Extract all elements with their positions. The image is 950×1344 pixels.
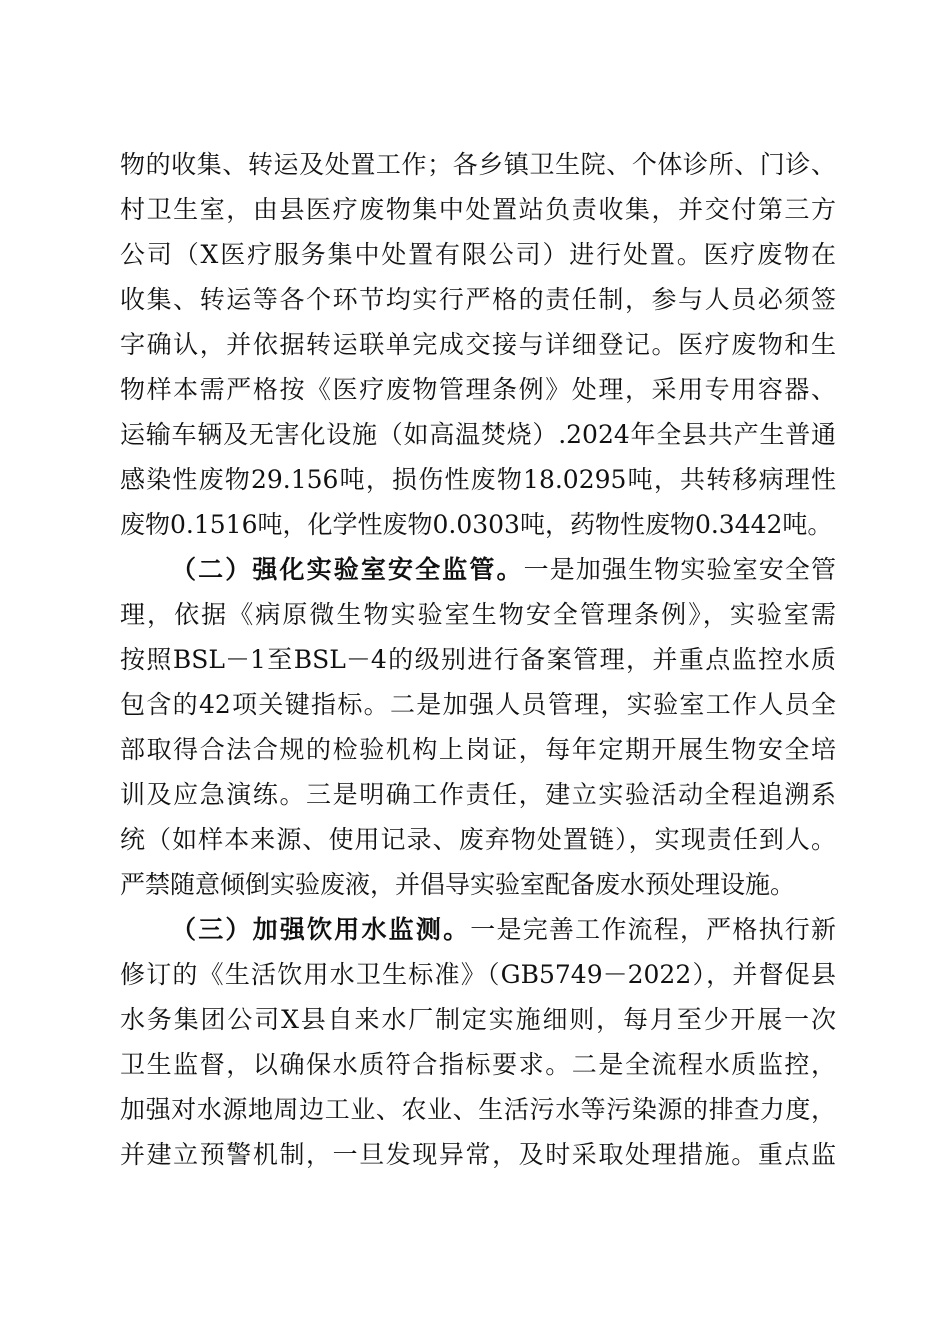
text-line: 废物0.1516吨，化学性废物0.0303吨，药物性废物0.3442吨。: [120, 510, 833, 539]
paragraph-medical-waste: [120, 142, 836, 547]
heading-line-text: 一是加强生物实验室安全管: [523, 555, 836, 584]
text-line: [120, 547, 836, 592]
text-line: 村卫生室，由县医疗废物集中处置站负责收集，并交付第三方: [120, 195, 836, 224]
text-line: 并建立预警机制，一旦发现异常，及时采取处理措施。重点监: [120, 1140, 836, 1169]
text-line: 训及应急演练。三是明确工作责任，建立实验活动全程追溯系: [120, 780, 836, 809]
document-body: [120, 142, 836, 1177]
text-line: 包含的42项关键指标。二是加强人员管理，实验室工作人员全: [120, 690, 836, 719]
text-line: 修订的《生活饮用水卫生标准》（GB5749－2022），并督促县: [120, 960, 836, 989]
text-line: 理，依据《病原微生物实验室生物安全管理条例》，实验室需: [120, 600, 836, 629]
text-line: 收集、转运等各个环节均实行严格的责任制，参与人员必须签: [120, 285, 836, 314]
text-line: [120, 907, 836, 952]
heading-line-text: 一是完善工作流程，严格执行新: [470, 915, 836, 944]
text-line: 运输车辆及无害化设施（如高温焚烧）.2024年全县共产生普通: [120, 420, 836, 449]
section-heading: （三）加强饮用水监测。: [171, 915, 471, 944]
text-line: 按照BSL－1至BSL－4的级别进行备案管理，并重点监控水质: [120, 645, 836, 674]
text-line: 物样本需严格按《医疗废物管理条例》处理，采用专用容器、: [120, 375, 836, 404]
section-heading: （二）强化实验室安全监管。: [171, 555, 524, 584]
text-line: 物的收集、转运及处置工作；各乡镇卫生院、个体诊所、门诊、: [120, 150, 836, 179]
text-line: 统（如样本来源、使用记录、废弃物处置链），实现责任到人。: [120, 825, 836, 854]
text-line: 加强对水源地周边工业、农业、生活污水等污染源的排查力度，: [120, 1095, 836, 1124]
text-line: 卫生监督，以确保水质符合指标要求。二是全流程水质监控，: [120, 1050, 836, 1079]
paragraph-drinking-water: [120, 907, 836, 1177]
text-line: 字确认，并依据转运联单完成交接与详细登记。医疗废物和生: [120, 330, 836, 359]
text-line: 部取得合法合规的检验机构上岗证，每年定期开展生物安全培: [120, 735, 836, 764]
paragraph-lab-safety: [120, 547, 836, 907]
text-line: 严禁随意倾倒实验废液，并倡导实验室配备废水预处理设施。: [120, 870, 796, 899]
text-line: 水务集团公司X县自来水厂制定实施细则，每月至少开展一次: [120, 1005, 836, 1034]
text-line: 感染性废物29.156吨，损伤性废物18.0295吨，共转移病理性: [120, 465, 836, 494]
text-line: 公司（X医疗服务集中处置有限公司）进行处置。医疗废物在: [120, 240, 836, 269]
